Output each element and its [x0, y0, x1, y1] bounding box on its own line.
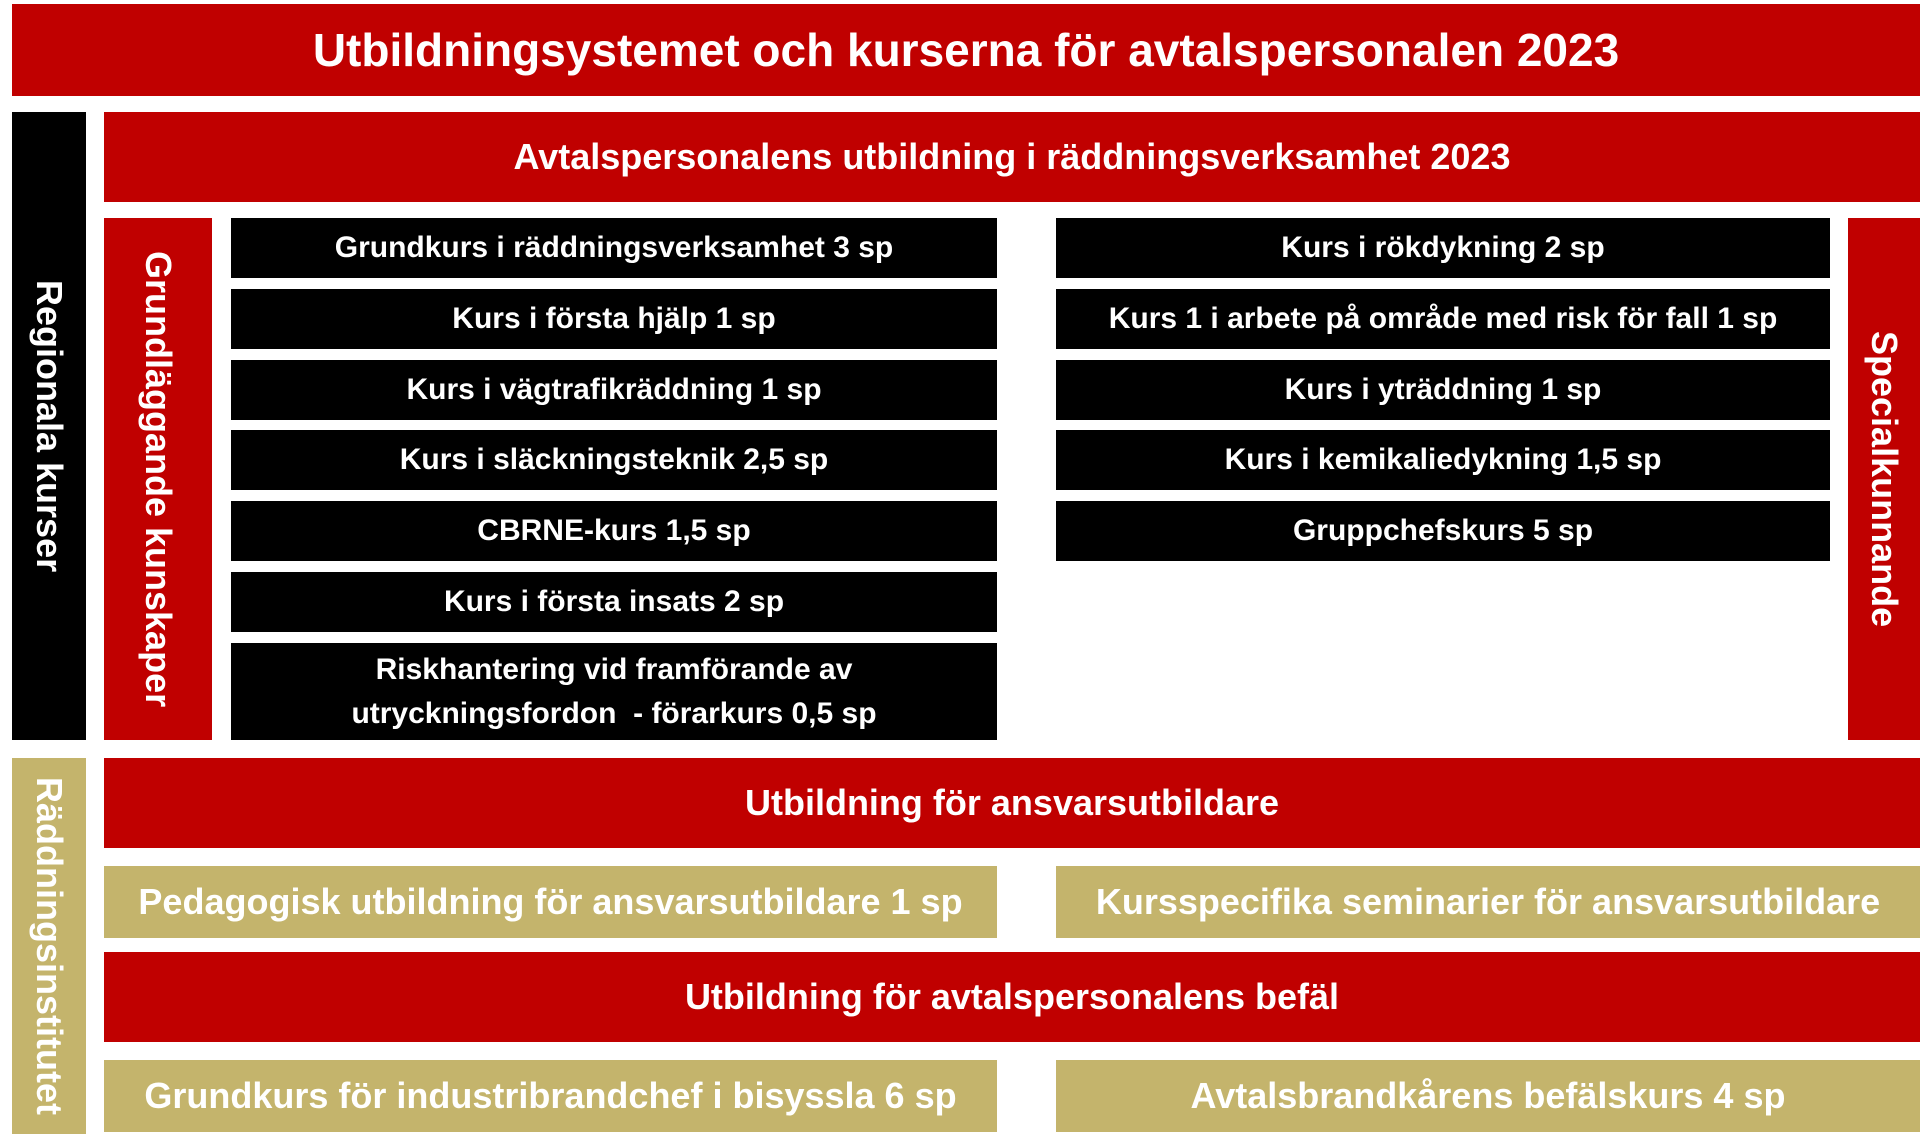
befal-section-header: Utbildning för avtalspersonalens befäl [104, 952, 1920, 1042]
special-course-4: Kurs i kemikaliedykning 1,5 sp [1056, 430, 1830, 490]
page-title: Utbildningsystemet och kurserna för avtalspersonalen 2023 [12, 4, 1920, 96]
basic-course-7-line-1: Riskhantering vid framförande av [375, 652, 853, 686]
basic-course-2: Kurs i första hjälp 1 sp [231, 289, 997, 349]
basic-course-3: Kurs i vägtrafikräddning 1 sp [231, 360, 997, 420]
basic-course-1: Grundkurs i räddningsverksamhet 3 sp [231, 218, 997, 278]
avtal-section-header: Avtalspersonalens utbildning i räddningsverksamhet 2023 [104, 112, 1920, 202]
special-course-3: Kurs i yträddning 1 sp [1056, 360, 1830, 420]
basic-course-5: CBRNE-kurs 1,5 sp [231, 501, 997, 561]
industri-course: Grundkurs för industribrandchef i bisyssla 6 sp [104, 1060, 997, 1132]
rescue-institute-label: Räddningsinstitutet [12, 758, 86, 1134]
seminarier-course: Kursspecifika seminarier för ansvarsutbildare [1056, 866, 1920, 938]
special-course-1: Kurs i rökdykning 2 sp [1056, 218, 1830, 278]
regional-courses-label: Regionala kurser [12, 112, 86, 740]
pedagogisk-course: Pedagogisk utbildning för ansvarsutbildare 1 sp [104, 866, 997, 938]
special-course-2: Kurs 1 i arbete på område med risk för fall 1 sp [1056, 289, 1830, 349]
basic-course-6: Kurs i första insats 2 sp [231, 572, 997, 632]
basic-knowledge-label: Grundläggande kunskaper [104, 218, 212, 740]
special-course-5: Gruppchefskurs 5 sp [1056, 501, 1830, 561]
special-knowledge-label: Specialkunnande [1848, 218, 1920, 740]
befalskurs-course: Avtalsbrandkårens befälskurs 4 sp [1056, 1060, 1920, 1132]
basic-course-7 [231, 643, 997, 740]
basic-course-7-line-2: utryckningsfordon - förarkurs 0,5 sp [351, 696, 877, 730]
basic-course-4: Kurs i släckningsteknik 2,5 sp [231, 430, 997, 490]
ansvar-section-header: Utbildning för ansvarsutbildare [104, 758, 1920, 848]
